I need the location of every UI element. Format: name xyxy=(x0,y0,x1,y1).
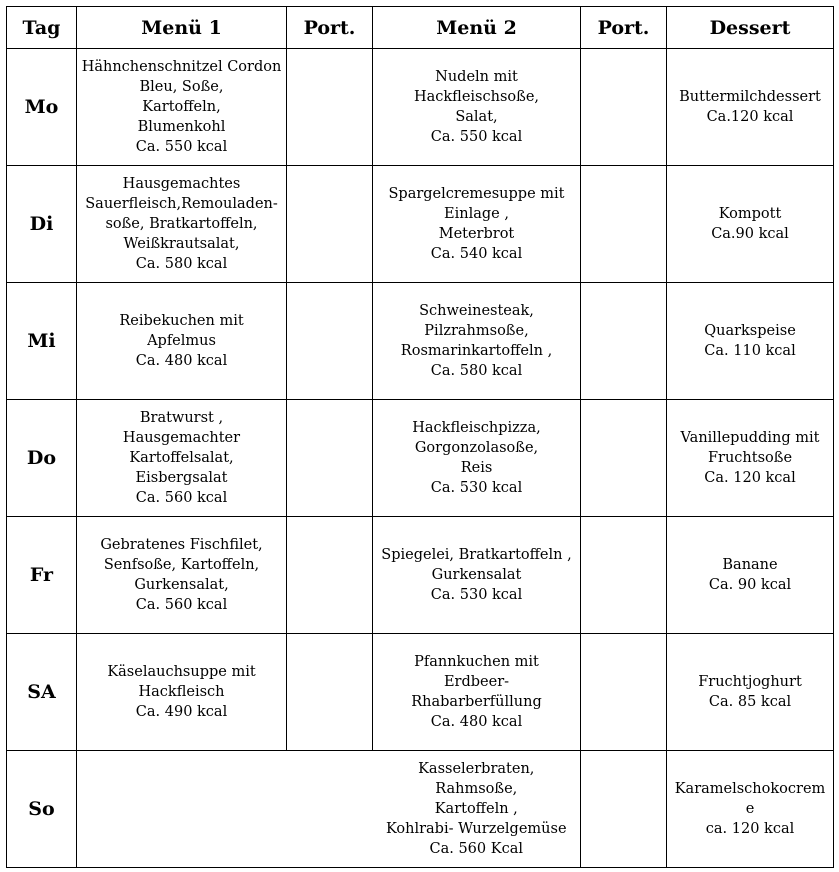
menu1-cell xyxy=(77,400,287,517)
menu1-line: Weißkrautsalat, xyxy=(123,236,240,252)
menu1-cell-empty xyxy=(77,751,373,868)
menu1-line: Apfelmus xyxy=(147,333,216,349)
menu1-line: Eisbergsalat xyxy=(135,470,228,486)
menu1-cell xyxy=(77,283,287,400)
port2-cell xyxy=(581,49,667,166)
menu2-cell xyxy=(373,400,581,517)
menu1-line: Hackfleisch xyxy=(138,684,225,700)
day-label: Do xyxy=(7,400,77,517)
menu2-line: Ca. 480 kcal xyxy=(430,714,523,730)
dessert-cell xyxy=(667,400,834,517)
header-row xyxy=(7,7,834,49)
port2-cell xyxy=(581,283,667,400)
menu1-line: Kartoffelsalat, xyxy=(129,450,234,466)
day-label: SA xyxy=(7,634,77,751)
menu1-line: soße, Bratkartoffeln, xyxy=(105,216,258,232)
menu1-line: Kartoffeln, xyxy=(142,99,221,115)
menu2-cell xyxy=(373,634,581,751)
header-menu2: Menü 2 xyxy=(373,7,581,49)
menu1-line: Gebratenes Fischfilet, xyxy=(100,537,263,553)
port1-cell xyxy=(287,283,373,400)
menu2-line: Reis xyxy=(460,460,493,476)
menu2-line: Rahmsoße, xyxy=(435,781,518,797)
dessert-line: Ca.120 kcal xyxy=(706,109,794,125)
menu2-line: Pfannkuchen mit xyxy=(414,654,539,670)
menu2-line: Einlage , xyxy=(444,206,509,222)
menu2-line: Ca. 530 kcal xyxy=(430,480,523,496)
menu2-cell xyxy=(373,751,581,868)
menu2-line: Spiegelei, Bratkartoffeln , xyxy=(381,547,572,563)
menu2-line: Hackfleischsoße, xyxy=(413,89,540,105)
menu2-cell xyxy=(373,517,581,634)
menu1-line: Blumenkohl xyxy=(137,119,226,135)
menu1-line: Bratwurst , xyxy=(139,410,224,426)
dessert-line: ca. 120 kcal xyxy=(705,821,795,837)
menu1-line: Ca. 560 kcal xyxy=(135,490,228,506)
menu2-line: Kasselerbraten, xyxy=(418,761,535,777)
menu2-line: Rosmarinkartoffeln , xyxy=(400,343,553,359)
port1-cell xyxy=(287,166,373,283)
dessert-line: Vanillepudding mit xyxy=(680,430,820,446)
dessert-line: Ca. 120 kcal xyxy=(704,470,796,486)
dessert-cell xyxy=(667,166,834,283)
menu2-line: Salat, xyxy=(455,109,498,125)
day-label: So xyxy=(7,751,77,868)
day-row-sa xyxy=(7,634,834,751)
menu1-line: Ca. 580 kcal xyxy=(135,256,228,272)
dessert-line: Quarkspeise xyxy=(704,323,796,339)
dessert-line: Ca.90 kcal xyxy=(711,226,789,242)
menu2-line: Nudeln mit xyxy=(435,69,518,85)
header-tag: Tag xyxy=(7,7,77,49)
day-row-mo xyxy=(7,49,834,166)
port2-cell xyxy=(581,634,667,751)
menu2-cell xyxy=(373,166,581,283)
menu1-cell xyxy=(77,166,287,283)
day-label: Fr xyxy=(7,517,77,634)
menu1-line: Ca. 560 kcal xyxy=(135,597,228,613)
menu2-line: Spargelcremesuppe mit xyxy=(388,186,565,202)
menu1-line: Ca. 480 kcal xyxy=(135,353,228,369)
menu2-line: Gorgonzolasoße, xyxy=(414,440,539,456)
menu2-line: Ca. 530 kcal xyxy=(430,587,523,603)
menu2-line: Hackfleischpizza, xyxy=(412,420,541,436)
menu1-line: Senfsoße, Kartoffeln, xyxy=(103,557,260,573)
menu1-cell xyxy=(77,517,287,634)
menu2-line: Ca. 540 kcal xyxy=(430,246,523,262)
menu2-line: Gurkensalat xyxy=(431,567,522,583)
dessert-line: Ca. 85 kcal xyxy=(708,694,792,710)
menu2-line: Ca. 550 kcal xyxy=(430,129,523,145)
menu2-line: Kartoffeln , xyxy=(434,801,518,817)
menu1-line: Hausgemachtes xyxy=(122,176,241,192)
day-label: Di xyxy=(7,166,77,283)
header-dessert: Dessert xyxy=(667,7,834,49)
port1-cell xyxy=(287,400,373,517)
day-row-so xyxy=(7,751,834,868)
day-row-di xyxy=(7,166,834,283)
menu2-line: Ca. 560 Kcal xyxy=(429,841,523,857)
menu2-line: Rhabarberfüllung xyxy=(411,694,542,710)
dessert-cell xyxy=(667,517,834,634)
port2-cell xyxy=(581,166,667,283)
menu2-line: Pilzrahmsoße, xyxy=(424,323,529,339)
menu2-line: Kohlrabi- Wurzelgemüse xyxy=(385,821,567,837)
menu2-cell xyxy=(373,49,581,166)
menu2-line: Schweinesteak, xyxy=(419,303,534,319)
dessert-cell xyxy=(667,751,834,868)
menu1-line: Bleu, Soße, xyxy=(139,79,224,95)
weekly-menu-table xyxy=(6,6,834,868)
menu1-line: Hähnchenschnitzel Cordon xyxy=(81,59,282,75)
dessert-line: Banane xyxy=(722,557,778,573)
header-menu1: Menü 1 xyxy=(77,7,287,49)
day-label: Mo xyxy=(7,49,77,166)
dessert-line: Buttermilchdessert xyxy=(679,89,821,105)
dessert-line: Fruchtsoße xyxy=(707,450,793,466)
dessert-line: Ca. 90 kcal xyxy=(708,577,792,593)
dessert-cell xyxy=(667,634,834,751)
port1-cell xyxy=(287,49,373,166)
day-row-do xyxy=(7,400,834,517)
dessert-line: Ca. 110 kcal xyxy=(704,343,796,359)
port2-cell xyxy=(581,751,667,868)
menu1-line: Käselauchsuppe mit xyxy=(107,664,256,680)
menu1-line: Reibekuchen mit xyxy=(119,313,244,329)
day-row-mi xyxy=(7,283,834,400)
port2-cell xyxy=(581,400,667,517)
day-label: Mi xyxy=(7,283,77,400)
day-row-fr xyxy=(7,517,834,634)
menu1-line: Ca. 550 kcal xyxy=(135,139,228,155)
dessert-line: Fruchtjoghurt xyxy=(698,674,802,690)
menu1-line: Sauerfleisch,Remouladen- xyxy=(85,196,278,212)
dessert-cell xyxy=(667,283,834,400)
menu1-cell xyxy=(77,634,287,751)
menu2-line: Ca. 580 kcal xyxy=(430,363,523,379)
menu2-line: Erdbeer- xyxy=(443,674,510,690)
dessert-line: Kompott xyxy=(718,206,782,222)
port1-cell xyxy=(287,634,373,751)
dessert-line: Karamelschokocrem xyxy=(674,781,826,797)
menu1-cell xyxy=(77,49,287,166)
menu2-cell xyxy=(373,283,581,400)
menu1-line: Ca. 490 kcal xyxy=(135,704,228,720)
port2-cell xyxy=(581,517,667,634)
dessert-cell xyxy=(667,49,834,166)
port1-cell xyxy=(287,517,373,634)
menu2-line: Meterbrot xyxy=(438,226,515,242)
menu1-line: Gurkensalat, xyxy=(134,577,229,593)
header-port2: Port. xyxy=(581,7,667,49)
menu1-line: Hausgemachter xyxy=(122,430,241,446)
header-port1: Port. xyxy=(287,7,373,49)
dessert-line: e xyxy=(745,801,755,817)
